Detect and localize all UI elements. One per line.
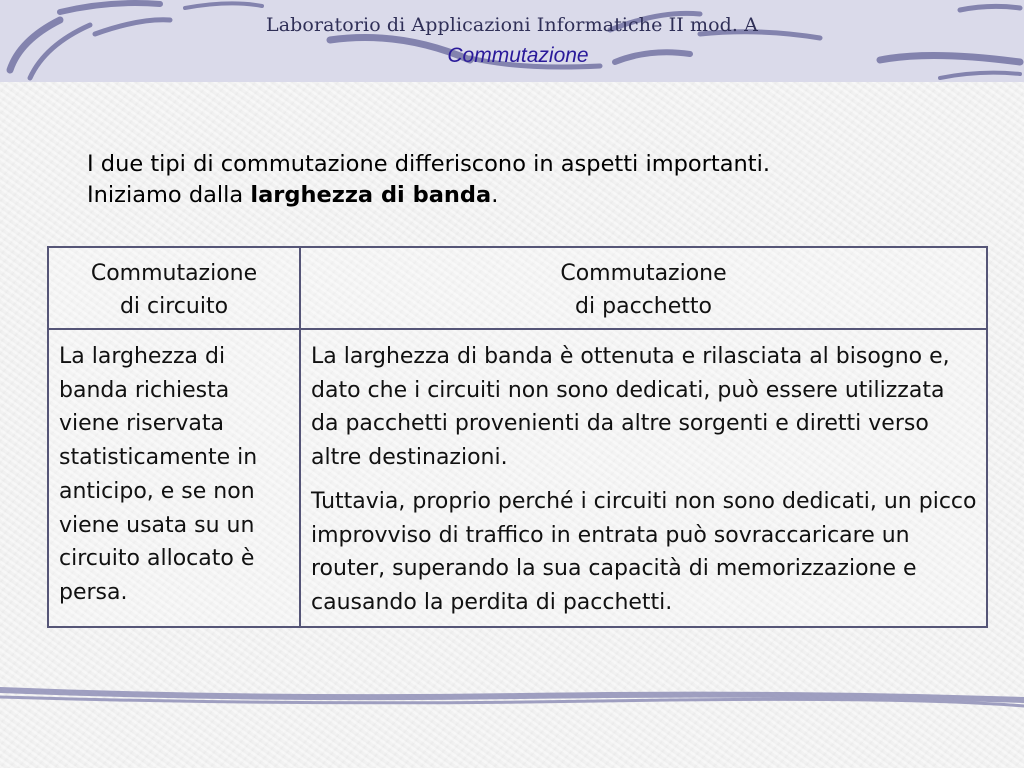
header-packet-line-2: di pacchetto [575,294,712,319]
intro-line-1: I due tipi di commutazione differiscono in aspetti importanti. [87,151,771,177]
header-packet-switching [300,247,987,329]
circuit-bandwidth-text: La larghezza di banda richiesta viene riservata statisticamente in anticipo, e se non viene usata su un circuito allocato è persa. [59,344,258,605]
footer-swoosh [0,690,1024,700]
header-packet-line-1: Commutazione [560,261,727,286]
cell-packet-bandwidth [300,329,987,627]
table-header-row [48,247,987,329]
header-circuit-switching [48,247,300,329]
intro-line-2 [87,180,770,211]
packet-bandwidth-text-2: Tuttavia, proprio perché i circuiti non sono dedicati, un picco improvviso di traffico in entrata può sovraccaricare un router, superando la sua capacità di memorizzazione e causando la perdita di pacchetti. [311,488,977,615]
table-row [48,329,987,627]
header-circuit-line-1: Commutazione [90,261,258,286]
slide-title: Commutazione [447,44,589,67]
intro-highlight: larghezza di banda [250,182,492,208]
comparison-table [47,246,988,628]
header-band [0,0,1024,82]
intro-line-2-suffix: . [491,182,499,208]
packet-bandwidth-text-1: La larghezza di banda è ottenuta e rilasciata al bisogno e, dato che i circuiti non sono dedicati, può essere utilizzata da pacchetti provenienti da altre sorgenti e diretti verso altre destinazioni. [311,344,950,471]
intro-text [87,149,770,211]
presentation-title: Laboratorio di Applicazioni Informatiche II mod. A [266,14,758,36]
intro-line-2-prefix: Iniziamo dalla [87,182,251,208]
header-circuit-line-2: di circuito [119,294,229,319]
footer-swoosh [0,697,1024,706]
cell-circuit-bandwidth [48,329,300,627]
